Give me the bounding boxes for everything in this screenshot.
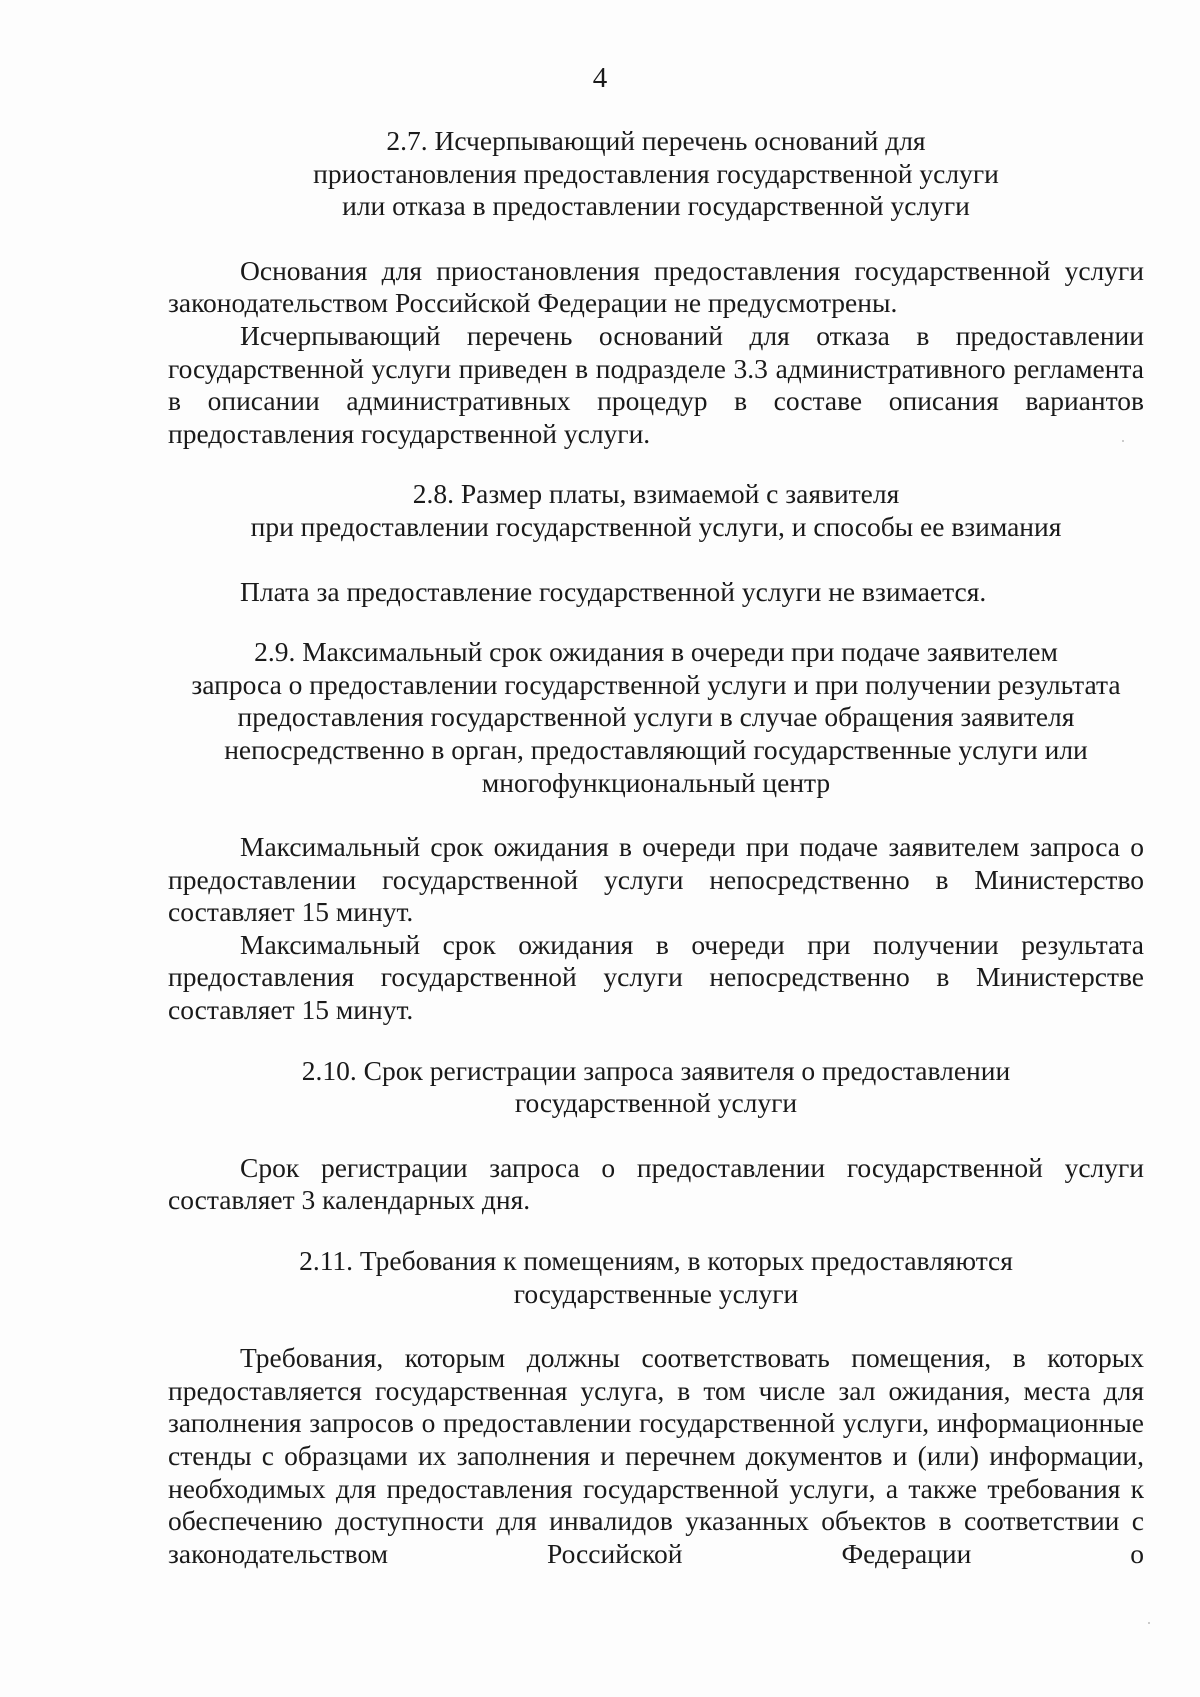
heading-line: предоставления государственной услуги в случае обращения заявителя [237,701,1075,733]
spacer [168,1120,1144,1152]
heading-line: непосредственно в орган, предоставляющий государственные услуги или [224,733,1088,765]
heading-line: многофункциональный центр [481,766,831,798]
section-heading-2-8 [168,478,1144,543]
heading-line: или отказа в предоставлении государственной услуги [342,190,970,222]
paragraph: Требования, которым должны соответствовать помещения, в которых предоставляется государственная услуга, в том числе зал ожидания, места для заполнения запросов о предоставлении государственной услуги, информационные стенды с образцами их заполнения и перечнем документов и (или) информации, необходимых для предоставления государственной услуги, а также требования к обеспечению доступности для инвалидов указанных объектов в соответствии с законодательством Российской Федерации о [168,1342,1144,1569]
spacer [168,1217,1144,1245]
paragraph: Максимальный срок ожидания в очереди при подаче заявителем запроса о предоставлении государственной услуги непосредственно в Министерство составляет 15 минут. [168,831,1144,928]
heading-line: 2.9. Максимальный срок ожидания в очереди при подаче заявителем [254,636,1058,668]
heading-line: 2.10. Срок регистрации запроса заявителя о предоставлении [301,1054,1011,1086]
heading-line: 2.8. Размер платы, взимаемой с заявителя [412,478,900,510]
spacer [168,1310,1144,1342]
paragraph: Основания для приостановления предоставления государственной услуги законодательством Российской Федерации не предусмотрены. [168,254,1144,319]
spacer [168,608,1144,636]
heading-line: государственные услуги [513,1277,799,1309]
spacer [168,450,1144,478]
spacer [168,223,1144,255]
section-heading-2-10 [168,1055,1144,1120]
paragraph: Исчерпывающий перечень оснований для отказа в предоставлении государственной услуги приведен в подразделе 3.3 административного регламента в описании административных процедур в составе описания вариантов предоставления государственной услуги. [168,319,1144,449]
section-heading-2-11 [168,1245,1144,1310]
paragraph: Плата за предоставление государственной услуги не взимается. [240,575,987,607]
paragraph: Срок регистрации запроса о предоставлении государственной услуги составляет 3 календарных дня. [168,1151,1144,1216]
page-number: 4 [592,62,608,94]
paragraph: Максимальный срок ожидания в очереди при получении результата предоставления государственной услуги непосредственно в Министерстве составляет 15 минут. [168,928,1144,1026]
section-heading-2-9 [168,636,1144,799]
spacer [168,799,1144,831]
spacer [168,544,1144,576]
heading-line: государственной услуги [514,1087,798,1119]
heading-line: при предоставлении государственной услуги, и способы ее взимания [250,510,1062,542]
document-body [168,125,1144,1570]
heading-line: 2.11. Требования к помещениям, в которых предоставляются [299,1245,1013,1277]
heading-line: 2.7. Исчерпывающий перечень оснований для [386,125,926,156]
heading-line: запроса о предоставлении государственной услуги и при получении результата [191,668,1121,700]
section-heading-2-7 [168,125,1144,223]
scan-speck [1122,440,1124,442]
scan-speck [1148,1622,1150,1624]
spacer [168,1027,1144,1055]
heading-line: приостановления предоставления государственной услуги [313,157,999,189]
